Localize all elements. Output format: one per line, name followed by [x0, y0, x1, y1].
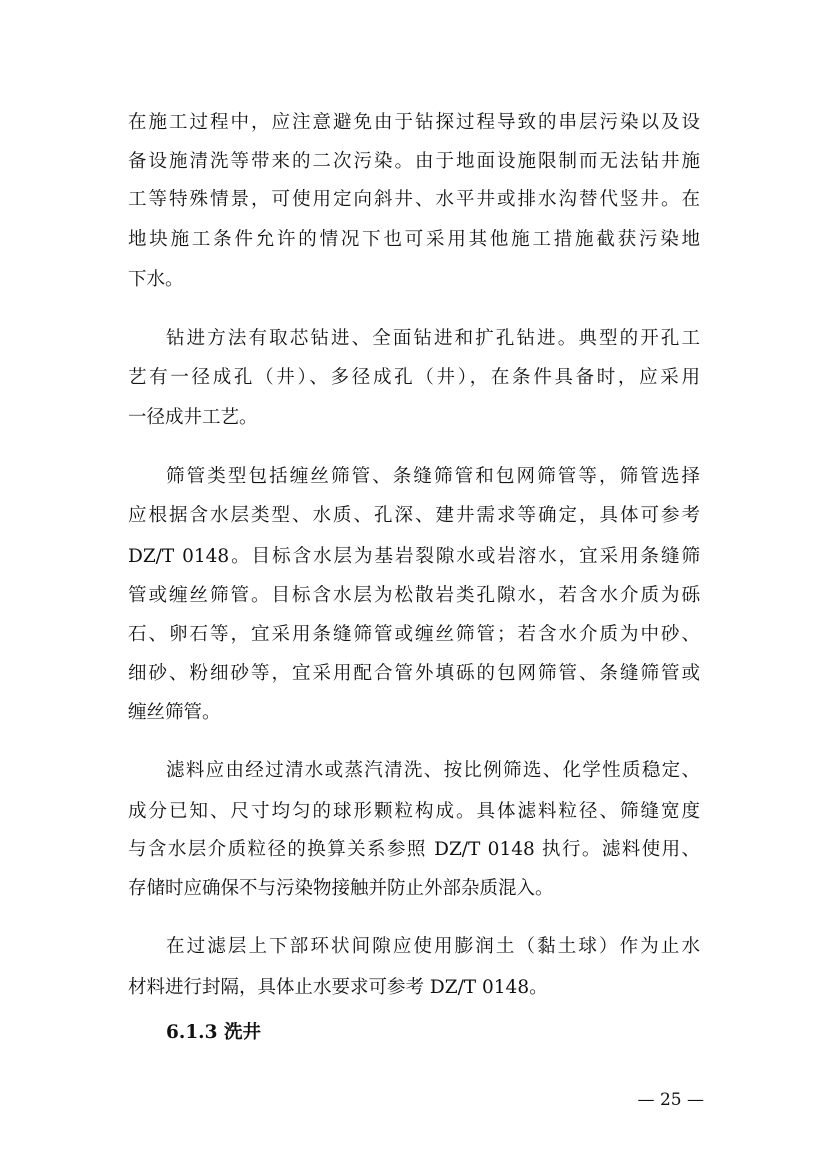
text-line: 地块施工条件允许的情况下也可采用其他施工措施截获污染地	[128, 229, 700, 250]
text-line: 石、卵石等，宜采用条缝筛管或缠丝筛管；若含水介质为中砂、	[128, 624, 700, 645]
text-line: 缠丝筛管。	[128, 702, 221, 723]
text-line: 与含水层介质粒径的换算关系参照 DZ/T 0148 执行。滤料使用、	[128, 839, 700, 860]
text-line: 管或缠丝筛管。目标含水层为松散岩类孔隙水，若含水介质为砾	[128, 585, 700, 606]
text-line: 在施工过程中，应注意避免由于钻探过程导致的串层污染以及设	[128, 112, 700, 133]
text-line: 筛管类型包括缠丝筛管、条缝筛管和包网筛管等，筛管选择	[166, 466, 700, 487]
text-line: 下水。	[128, 269, 184, 290]
text-line: 材料进行封隔，具体止水要求可参考 DZ/T 0148。	[128, 977, 548, 998]
text-line: 存储时应确保不与污染物接触并防止外部杂质混入。	[128, 878, 554, 899]
text-line: 滤料应由经过清水或蒸汽清洗、按比例筛选、化学性质稳定、	[166, 760, 700, 781]
text-line: 细砂、粉细砂等，宜采用配合管外填砾的包网筛管、条缝筛管或	[128, 663, 700, 684]
text-line: 应根据含水层类型、水质、孔深、建井需求等确定，具体可参考	[128, 505, 700, 526]
page-number: — 25 —	[637, 1090, 704, 1110]
text-line: 备设施清洗等带来的二次污染。由于地面设施限制而无法钻井施	[128, 151, 700, 172]
text-line: 艺有一径成孔（井）、多径成孔（井），在条件具备时，应采用	[128, 367, 700, 388]
text-line: 钻进方法有取芯钻进、全面钻进和扩孔钻进。典型的开孔工	[166, 328, 700, 349]
text-line: 一径成井工艺。	[128, 407, 258, 428]
text-line: 成分已知、尺寸均匀的球形颗粒构成。具体滤料粒径、筛缝宽度	[128, 801, 700, 822]
text-line: DZ/T 0148。目标含水层为基岩裂隙水或岩溶水，宜采用条缝筛	[128, 546, 700, 567]
text-line: 工等特殊情景，可使用定向斜井、水平井或排水沟替代竖井。在	[128, 189, 700, 210]
section-heading: 6.1.3 洗井	[166, 1022, 261, 1043]
text-line: 在过滤层上下部环状间隙应使用膨润土（黏土球）作为止水	[166, 936, 700, 957]
